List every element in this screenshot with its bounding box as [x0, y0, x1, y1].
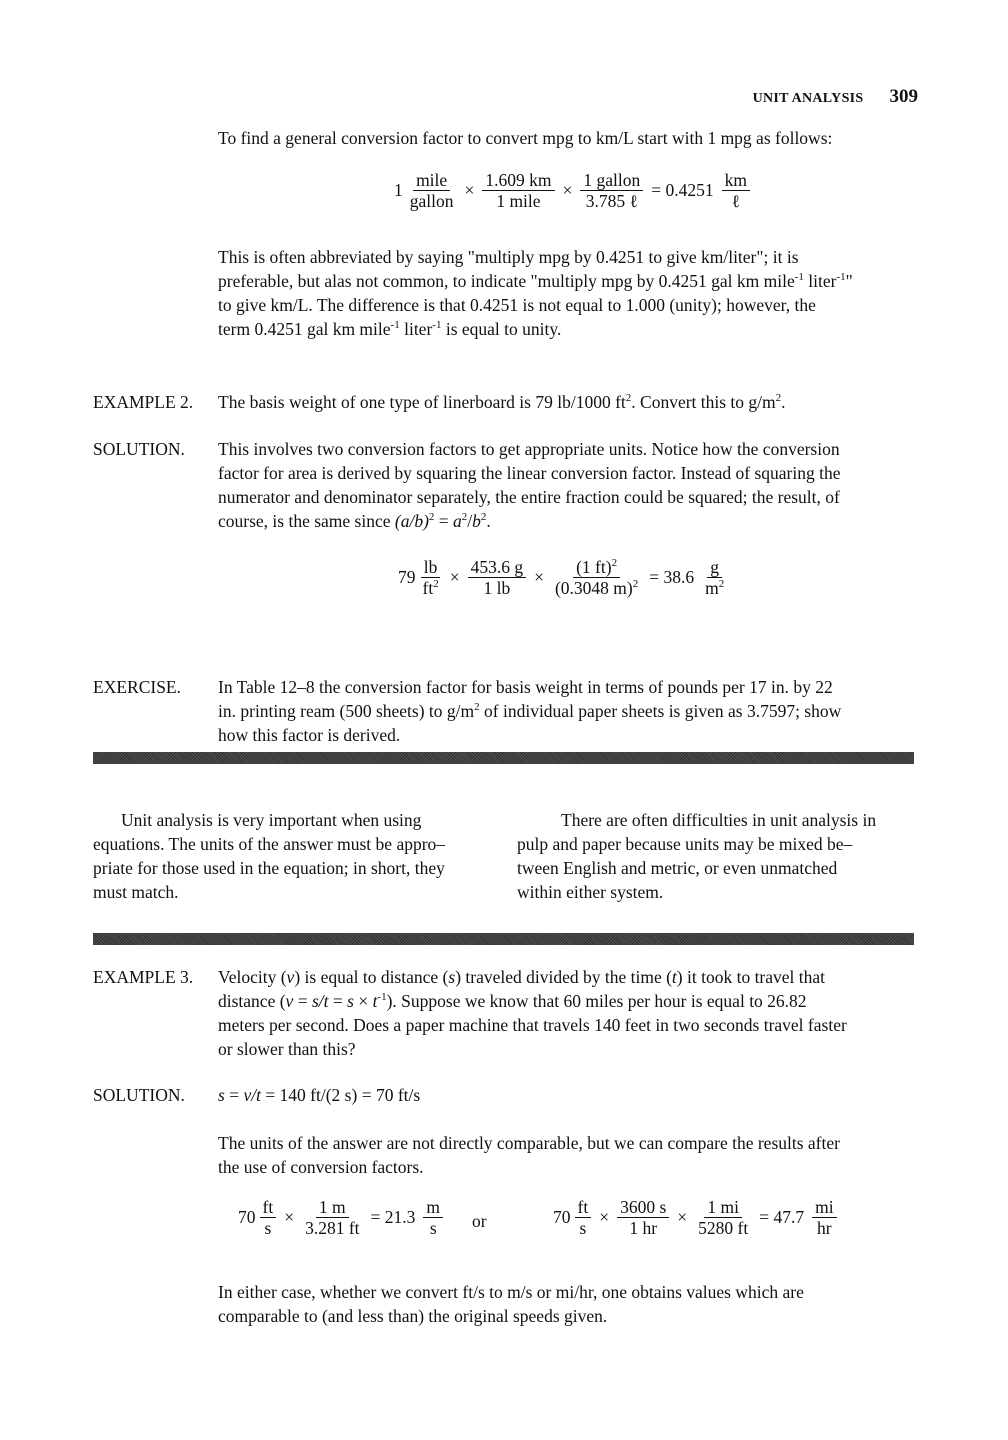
example2-text: The basis weight of one type of linerboard is 79 lb/1000 $ft^2$. Convert this to $g/m^2$.: [218, 392, 786, 412]
exercise-label: EXERCISE.: [93, 677, 181, 697]
example3-text: Velocity (v) is equal to distance (s) traveled divided by the time (t) it took to travel that distance $(v = s/t = s \times t^{-1})$. Suppose we know that 60 miles per hour is equal to 26.82 meters per second. Does a paper machine that travels 140 feet in two seconds travel faster or slower than this?: [218, 967, 847, 1059]
eq-result-value: = 21.3: [370, 1207, 416, 1227]
eq-fraction: $\frac{(1 ft)^2}{(0.3048 m)^2}$: [554, 557, 639, 598]
eq-result-value: = 38.6: [649, 567, 695, 587]
basis-weight-equation: 79 $\frac{lb}{ft^2}$ × $\frac{453.6 g}{1 lb}$ × $\frac{(1 ft)^2}{(0.3048 m)^2}$ = 38.6 $\frac{g}{m^2}$: [398, 557, 731, 598]
example2-label: EXAMPLE 2.: [93, 392, 194, 412]
mpg-conversion-equation: 1 $\frac{\text{mile}}{\text{gallon}}$ × $\frac{1.609 km}{\text{1 mile}}$ × $\frac{\text{1 gallon}}{\text{3.785 ℓ}}$ = 0.4251 $\frac{km}{\text{ℓ}}$: [394, 170, 754, 211]
eq-result-unit: $\frac{g}{m^2}$: [705, 557, 725, 598]
solution3-label: SOLUTION.: [93, 1085, 185, 1105]
eq-fraction: $\frac{ft}{s}$: [575, 1197, 592, 1238]
solution3-conclusion: In either case, whether we convert ft/s to m/s or mi/hr, one obtains values which are comparable to (and less than) the original speeds given.: [218, 1282, 804, 1326]
eq-coefficient: 1: [394, 180, 403, 200]
eq-fraction: $\frac{\text{mile}}{\text{gallon}}$: [409, 170, 454, 211]
eq-coefficient: 79: [398, 567, 416, 587]
eq-result-value: = 47.7: [759, 1207, 805, 1227]
shaded-rule-top: [93, 752, 914, 764]
eq-result-unit: $\frac{mi}{hr}$: [812, 1197, 836, 1238]
eq-fraction: $\frac{1 mi}{5280 ft}$: [698, 1197, 749, 1238]
ft-to-mi-equation: 70 $\frac{ft}{s}$ × $\frac{3600 s}{1 hr}$ × $\frac{1 mi}{5280 ft}$ = 47.7 $\frac{mi}{hr}$: [553, 1197, 841, 1238]
intro-paragraph: This is often abbreviated by saying "multiply mpg by 0.4251 to give km/liter"; it is preferable, but alas not common, to indicate "multiply mpg by 0.4251 gal km mile$^{-1}$ liter$^{-1}$" to give km/L. The difference is that 0.4251 is not equal to 1.000 (unity); however, the term 0.4251 gal km mile$^{-1}$ liter$^{-1}$ is equal to unity.: [218, 247, 853, 339]
eq-fraction: $\frac{\text{1 gallon}}{\text{3.785 ℓ}}$: [580, 170, 643, 211]
shaded-rule-bottom: [93, 933, 914, 945]
ft-to-m-equation: 70 $\frac{ft}{s}$ × $\frac{1 m}{3.281 ft}$ = 21.3 $\frac{m}{s}$: [238, 1197, 447, 1238]
eq-result-value: = 0.4251: [651, 180, 714, 200]
exercise-text: In Table 12–8 the conversion factor for basis weight in terms of pounds per 17 in. by 22 in. printing ream (500 sheets) to $g/m^2$ of individual paper sheets is given as 3.7597; show how this factor is derived.: [218, 677, 842, 745]
eq-fraction: $\frac{3600 s}{1 hr}$: [617, 1197, 669, 1238]
eq-fraction: $\frac{ft}{s}$: [260, 1197, 277, 1238]
solution2-label: SOLUTION.: [93, 439, 185, 459]
box-right-column: There are often difficulties in unit analysis in pulp and paper because units may be mixed be– tween English and metric, or even unmatched within either system.: [517, 810, 877, 902]
page-number: 309: [889, 86, 918, 107]
solution3-paragraph: The units of the answer are not directly comparable, but we can compare the results after the use of conversion factors.: [218, 1133, 840, 1177]
solution3-first-line: s = v/t = 140 ft/(2 s) = 70 ft/s: [218, 1085, 421, 1105]
page-header: [753, 86, 918, 108]
eq-result-unit: $\frac{m}{s}$: [423, 1197, 443, 1238]
box-left-column: Unit analysis is very important when using equations. The units of the answer must be appro– priate for those used in the equation; in short, they must match.: [93, 810, 446, 902]
eq-fraction: $\frac{lb}{ft^2}$: [422, 557, 439, 598]
eq-result-unit: $\frac{km}{\text{ℓ}}$: [722, 170, 750, 211]
eq-coefficient: 70: [553, 1207, 571, 1227]
intro-lead: [218, 126, 914, 150]
eq-fraction: $\frac{1.609 km}{\text{1 mile}}$: [482, 170, 554, 211]
eq-coefficient: 70: [238, 1207, 256, 1227]
or-connector: or: [472, 1211, 487, 1231]
eq-fraction: $\frac{1 m}{3.281 ft}$: [305, 1197, 360, 1238]
solution2-text: This involves two conversion factors to get appropriate units. Notice how the conversion factor for area is derived by squaring the linear conversion factor. Instead of squaring the numerator and denominator separately, the entire fraction could be squared; the result, of course, is the same since $(a/b)^2 = a^2/b^2$.: [218, 439, 841, 531]
eq-fraction: $\frac{453.6 g}{1 lb}$: [468, 557, 527, 598]
example3-label: EXAMPLE 3.: [93, 967, 194, 987]
intro-lead-text: To find a general conversion factor to convert mpg to km/L start with 1 mpg as follows:: [218, 128, 833, 148]
running-head: UNIT ANALYSIS: [752, 91, 864, 106]
